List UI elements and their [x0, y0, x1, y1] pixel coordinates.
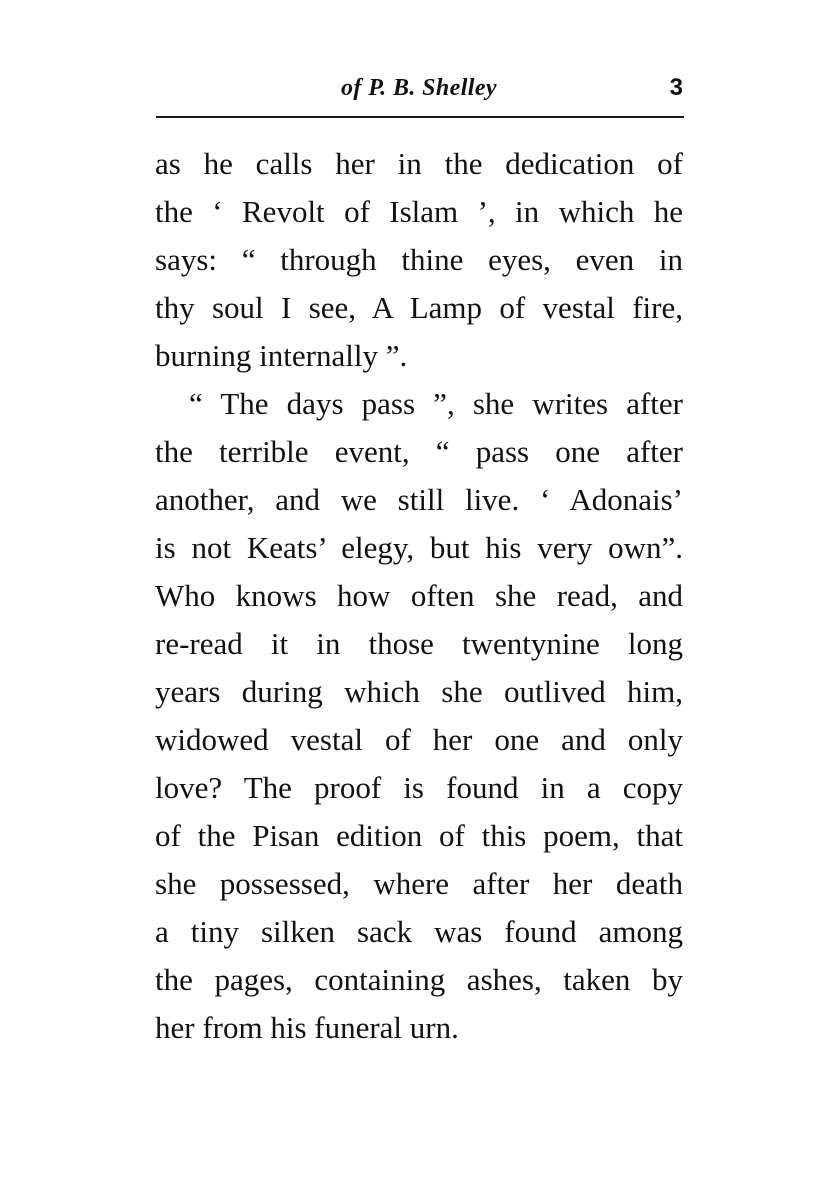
- text-line: Who knows how often she read, and: [155, 578, 683, 613]
- running-title: of P. B. Shelley: [341, 75, 497, 101]
- text-line: burning internally ”.: [155, 338, 408, 373]
- text-line: she possessed, where after her death: [155, 866, 683, 901]
- text-line: is not Keats’ elegy, but his very own”.: [155, 530, 683, 565]
- text-line: the pages, containing ashes, taken by: [155, 962, 683, 997]
- text-line: of the Pisan edition of this poem, that: [155, 818, 683, 853]
- text-line: another, and we still live. ‘ Adonais’: [155, 482, 683, 517]
- body-text: [155, 140, 683, 1052]
- text-line: widowed vestal of her one and only: [155, 722, 683, 757]
- text-line: “ The days pass ”, she writes after: [189, 386, 683, 421]
- text-line: thy soul I see, A Lamp of vestal fire,: [155, 290, 683, 325]
- text-line: re-read it in those twentynine long: [155, 626, 683, 661]
- running-head: [155, 73, 683, 107]
- text-line: a tiny silken sack was found among: [155, 914, 683, 949]
- header-rule: [156, 116, 684, 118]
- text-line: as he calls her in the dedication of: [155, 146, 683, 181]
- text-line: love? The proof is found in a copy: [155, 770, 683, 805]
- text-line: her from his funeral urn.: [155, 1010, 459, 1045]
- text-line: years during which she outlived him,: [155, 674, 683, 709]
- text-line: the ‘ Revolt of Islam ’, in which he: [155, 194, 683, 229]
- text-line: the terrible event, “ pass one after: [155, 434, 683, 469]
- page-number: 3: [669, 74, 683, 101]
- text-line: says: “ through thine eyes, even in: [155, 242, 683, 277]
